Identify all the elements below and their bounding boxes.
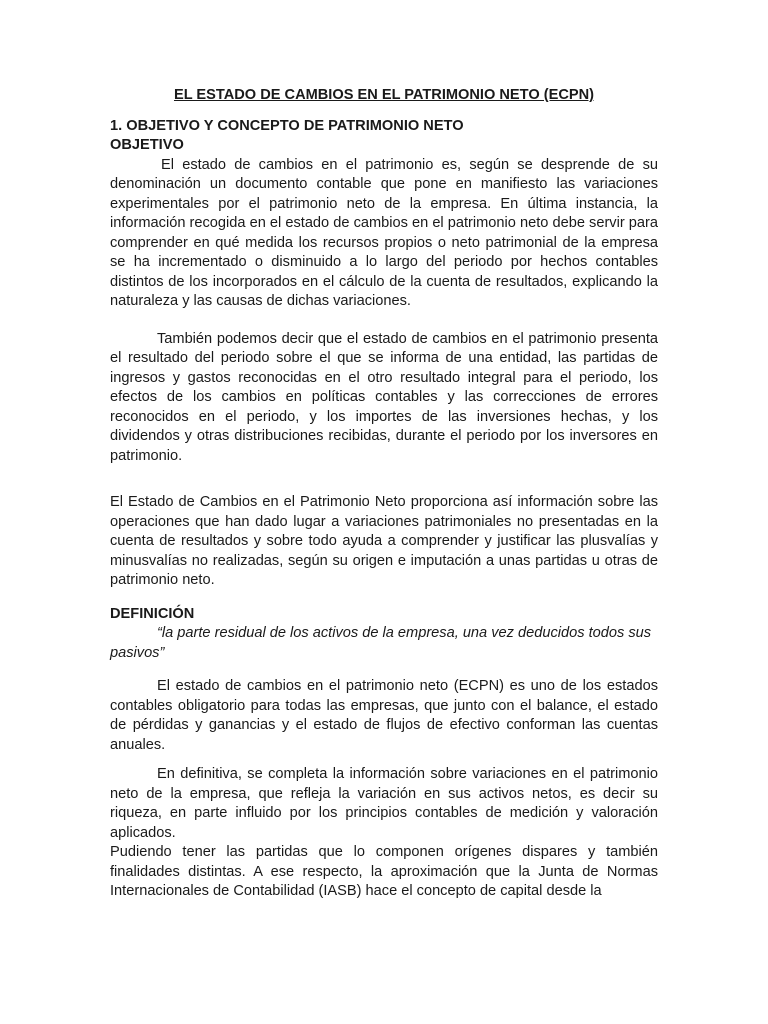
subheading-objetivo: OBJETIVO bbox=[110, 137, 184, 153]
paragraph-objetivo-2: También podemos decir que el estado de cambios en el patrimonio presenta el resultado del periodo sobre el que se informa de una entidad, las partidas de ingresos y gastos reconocidas en el otro resultado integral para el periodo, los efectos de los cambios en políticas contables y las correcciones de errores reconocidos en el periodo, y los importes de las inversiones hechas, y los dividendos y otras distribuciones recibidas, durante el periodo por los inversores en patrimonio. bbox=[110, 330, 658, 464]
section-heading-objetivo-concepto: 1. OBJETIVO Y CONCEPTO DE PATRIMONIO NETO bbox=[110, 117, 464, 134]
paragraph-definicion-2: En definitiva, se completa la información sobre variaciones en el patrimonio neto de la empresa, que refleja la variación en sus activos netos, es decir su riqueza, en parte influido por los principios contables de medición y valoración aplicados. bbox=[110, 766, 658, 841]
definition-quote: “la parte residual de los activos de la empresa, una vez deducidos todos sus pasivos” bbox=[110, 625, 652, 661]
subheading-definicion: DEFINICIÓN bbox=[110, 605, 195, 622]
paragraph-definicion-3: Pudiendo tener las partidas que lo componen orígenes dispares y también finalidades distintas. A ese respecto, la aproximación que la Junta de Normas Internacionales de Contabilidad (IASB) hace el concepto de capital desde la bbox=[110, 844, 658, 899]
document-title: EL ESTADO DE CAMBIOS EN EL PATRIMONIO NETO (ECPN) bbox=[173, 87, 594, 103]
paragraph-objetivo-1: El estado de cambios en el patrimonio es, según se desprende de su denominación un documento contable que pone en manifiesto las variaciones experimentales por el patrimonio neto de la empresa. En última instancia, la información recogida en el estado de cambios en el patrimonio neto debe servir para comprender en qué medida los recursos propios o neto patrimonial de la empresa se ha incrementado o disminuido a lo largo del periodo por hechos contables distintos de los incorporados en el cálculo de la cuenta de resultados, explicando la naturaleza y las causas de dichas variaciones. bbox=[110, 156, 658, 309]
paragraph-definicion-1: El estado de cambios en el patrimonio neto (ECPN) es uno de los estados contables obligatorio para todas las empresas, que junto con el balance, el estado de pérdidas y ganancias y el estado de flujos de efectivo conforman las cuentas anuales. bbox=[110, 678, 658, 753]
document-page bbox=[110, 86, 658, 902]
paragraph-objetivo-3: El Estado de Cambios en el Patrimonio Neto proporciona así información sobre las operaciones que han dado lugar a variaciones patrimoniales no presentadas en la cuenta de resultados y sobre todo ayuda a comprender y justificar las plusvalías y minusvalías no realizadas, según su origen e imputación a unas partidas u otras de patrimonio neto. bbox=[110, 494, 658, 588]
